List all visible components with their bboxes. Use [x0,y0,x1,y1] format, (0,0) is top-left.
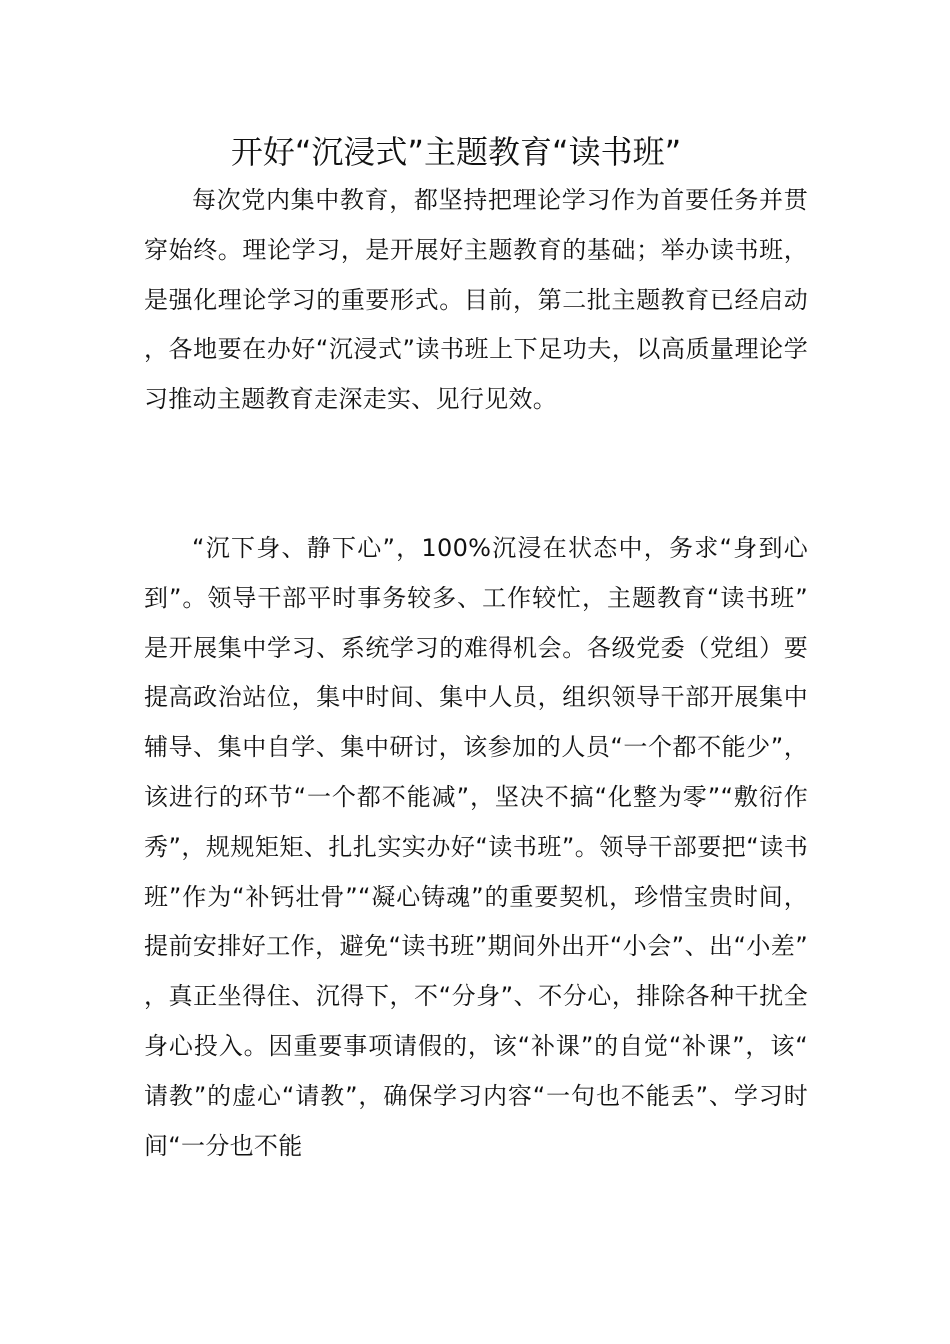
paragraph-1: 每次党内集中教育，都坚持把理论学习作为首要任务并贯穿始终。理论学习，是开展好主题教育的基础；举办读书班，是强化理论学习的重要形式。目前，第二批主题教育已经启动，各地要在办好“沉浸式”读书班上下足功夫，以高质量理论学习推动主题教育走深走实、见行见效。 [144,186,808,414]
paragraph-2: “沉下身、静下心”，100%沉浸在状态中，务求“身到心到”。领导干部平时事务较多、工作较忙，主题教育“读书班”是开展集中学习、系统学习的难得机会。各级党委（党组）要提高政治站位，集中时间、集中人员，组织领导干部开展集中辅导、集中自学、集中研讨，该参加的人员“一个都不能少”，该进行的环节“一个都不能减”，坚决不搞“化整为零”“敷衍作秀”，规规矩矩、扎扎实实办好“读书班”。领导干部要把“读书班”作为“补钙壮骨”“凝心铸魂”的重要契机，珍惜宝贵时间，提前安排好工作，避免“读书班”期间外出开“小会”、出“小差”，真正坐得住、沉得下，不“分身”、不分心，排除各种干扰全身心投入。因重要事项请假的，该“补课”的自觉“补课”，该“请教”的虚心“请教”，确保学习内容“一句也不能丢”、学习时间“一分也不能 [144,534,808,1160]
document-title: 开好“沉浸式”主题教育“读书班” [230,133,682,171]
